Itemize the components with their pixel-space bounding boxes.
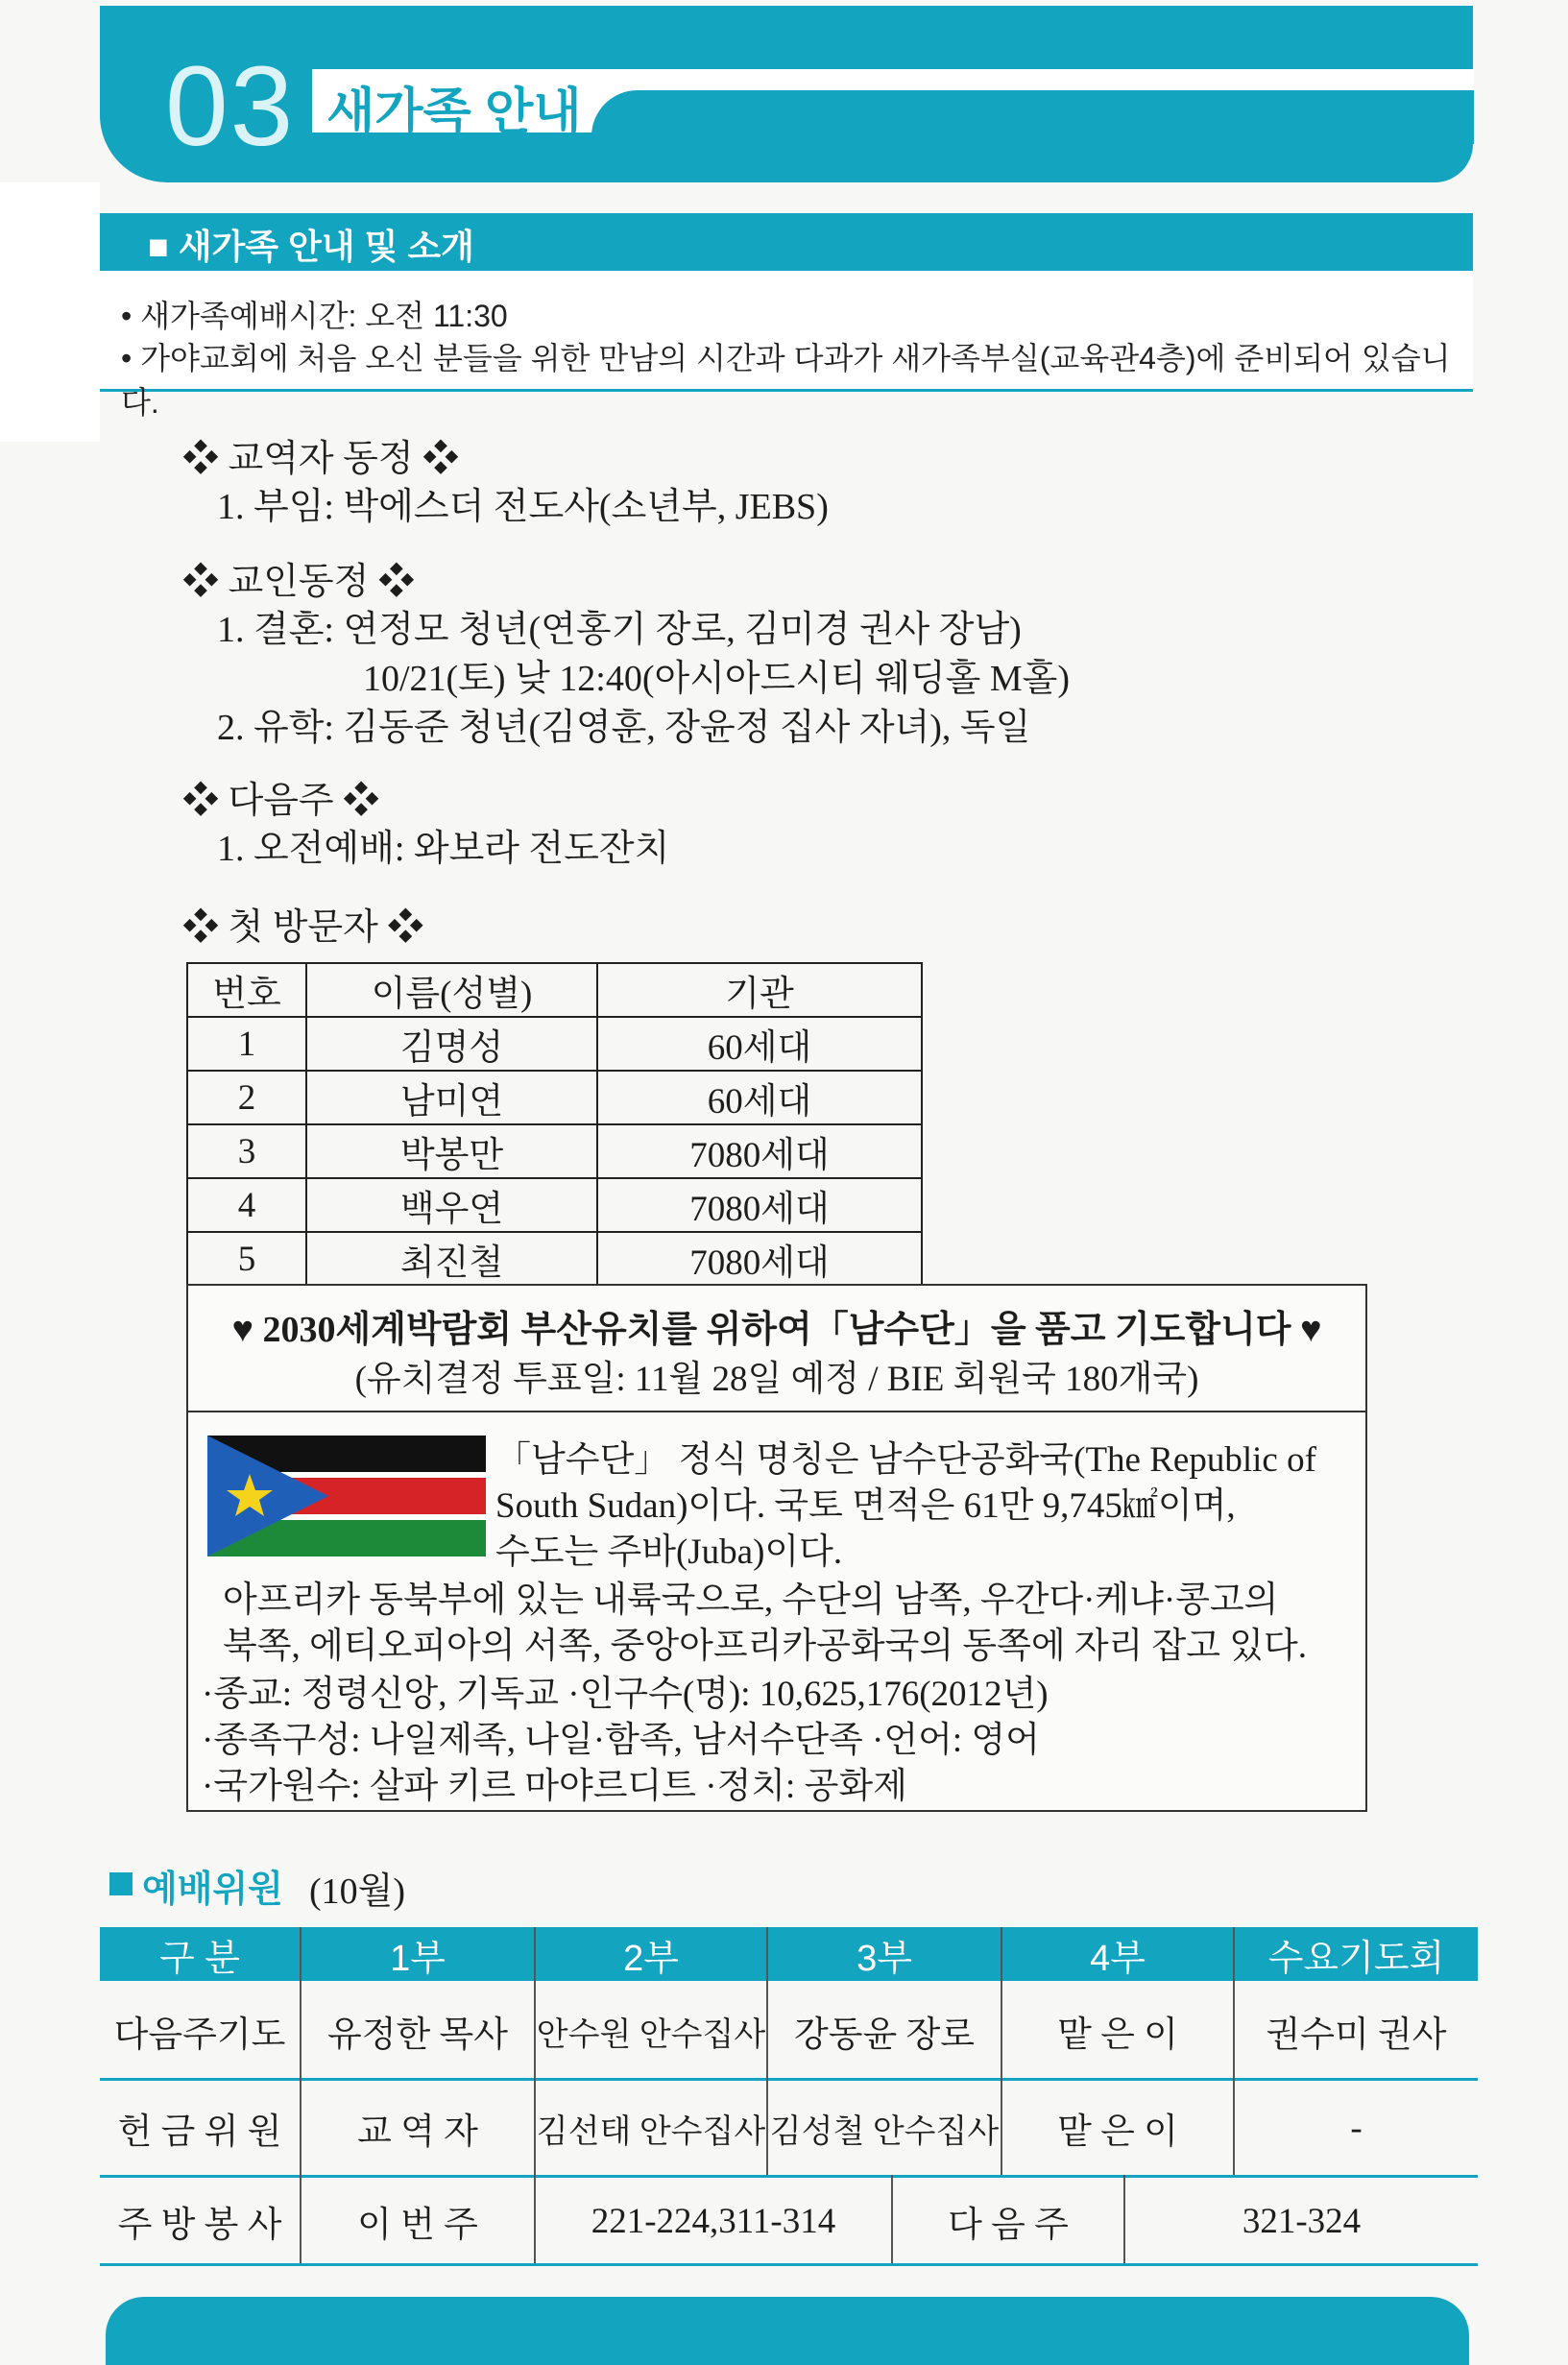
worship-row-label-kitchen: 주 방 봉 사 [117, 2206, 282, 2245]
square-bullet-icon [109, 1872, 133, 1895]
visitor-table-header [187, 963, 922, 1017]
worship-cell: 맡 은 이 [1057, 2112, 1178, 2152]
worship-table-bottom [100, 2263, 1478, 2266]
worship-col-divider [300, 1927, 302, 2263]
worship-cell: 김선태 안수집사 [536, 2113, 766, 2150]
intro-box [100, 213, 1473, 420]
staff-news-heading: ❖ 교역자 동정 ❖ [182, 439, 460, 479]
worship-col-header-1st: 1부 [302, 1927, 534, 1981]
worship-cell-this-week-label: 이 번 주 [357, 2206, 478, 2245]
worship-col-header-category: 구 분 [100, 1927, 300, 1981]
prayer-line-2: South Sudan)이다. 국토 면적은 61만 9,745㎢이며, [495, 1486, 1236, 1526]
table-row [187, 1178, 922, 1232]
worship-committee-month: (10월) [309, 1871, 406, 1912]
cell-number: 2 [187, 1071, 306, 1124]
prayer-line-religion: ·종교: 정령신앙, 기독교 ·인구수(명): 10,625,176(2012년) [202, 1675, 1049, 1714]
col-header-group: 기관 [597, 963, 922, 1017]
member-news-wedding-detail: 10/21(토) 낮 12:40(아시아드시티 웨딩홀 M홀) [363, 659, 1071, 699]
cell-name: 최진철 [306, 1232, 597, 1286]
prayer-title: ♥ 2030세계박람회 부산유치를 위하여「남수단」을 품고 기도합니다 ♥ [231, 1310, 1322, 1350]
left-margin-panel [0, 182, 100, 442]
intro-line-worship-time: • 새가족예배시간: 오전 11:30 [121, 299, 508, 333]
prayer-line-4: 아프리카 동북부에 있는 내륙국으로, 수단의 남쪽, 우간다·케냐·콩고의 [223, 1581, 1279, 1620]
worship-cell-this-week-value: 221-224,311-314 [591, 2201, 836, 2241]
visitors-heading: ❖ 첫 방문자 ❖ [182, 907, 424, 948]
worship-cell: 김성철 안수집사 [769, 2113, 1000, 2150]
worship-row-label-prayer: 다음주기도 [113, 2015, 286, 2055]
col-header-name: 이름(성별) [306, 963, 597, 1017]
worship-cell: 권수미 권사 [1266, 2015, 1447, 2055]
cell-group: 60세대 [597, 1017, 922, 1071]
cell-group: 60세대 [597, 1071, 922, 1124]
worship-cell: - [1350, 2108, 1363, 2148]
table-row [187, 1017, 922, 1071]
cell-name: 백우연 [306, 1178, 597, 1232]
worship-col-header-2nd: 2부 [536, 1927, 766, 1981]
worship-cell: 강동윤 장로 [794, 2015, 975, 2055]
prayer-line-head-of-state: ·국가원수: 살파 키르 마야르디트 ·정치: 공화제 [202, 1767, 907, 1806]
member-news-wedding: 1. 결혼: 연정모 청년(연홍기 장로, 김미경 권사 장남) [217, 610, 1022, 650]
footer-band [106, 2297, 1469, 2365]
prayer-subtitle: (유치결정 투표일: 11월 28일 예정 / BIE 회원국 180개국) [354, 1360, 1199, 1399]
worship-col-divider [1123, 2175, 1125, 2263]
worship-col-divider [1233, 1927, 1235, 2175]
cell-number: 5 [187, 1232, 306, 1286]
worship-committee-title: 예배위원 [142, 1870, 283, 1910]
worship-col-divider [534, 1927, 536, 2263]
worship-col-divider [891, 2175, 893, 2263]
staff-news-line: 1. 부임: 박에스더 전도사(소년부, JEBS) [217, 487, 829, 527]
south-sudan-flag-icon [207, 1436, 486, 1557]
cell-name: 박봉만 [306, 1124, 597, 1178]
worship-col-divider [766, 1927, 768, 2175]
member-news-study-abroad: 2. 유학: 김동준 청년(김영훈, 장윤정 집사 자녀), 독일 [217, 708, 1031, 748]
prayer-box [186, 1284, 1367, 1812]
next-week-heading: ❖ 다음주 ❖ [182, 781, 380, 821]
prayer-divider [188, 1411, 1365, 1412]
worship-cell: 교 역 자 [357, 2112, 478, 2152]
cell-group: 7080세대 [597, 1232, 922, 1286]
header-band-curve [591, 90, 1474, 144]
cell-number: 3 [187, 1124, 306, 1178]
prayer-line-1: 「남수단」 정식 명칭은 남수단공화국(The Republic of [495, 1440, 1316, 1480]
worship-cell-next-week-value: 321-324 [1242, 2201, 1362, 2241]
worship-col-header-4th: 4부 [1002, 1927, 1233, 1981]
intro-title-bar [100, 213, 1473, 271]
table-row [187, 1071, 922, 1124]
prayer-line-5: 북쪽, 에티오피아의 서쪽, 중앙아프리카공화국의 동쪽에 자리 잡고 있다. [223, 1627, 1308, 1666]
cell-number: 4 [187, 1178, 306, 1232]
worship-cell: 유정한 목사 [327, 2015, 508, 2055]
cell-group: 7080세대 [597, 1124, 922, 1178]
worship-cell: 맡 은 이 [1057, 2015, 1178, 2055]
next-week-line: 1. 오전예배: 와보라 전도잔치 [217, 829, 670, 869]
cell-name: 김명성 [306, 1017, 597, 1071]
worship-col-divider [1001, 1927, 1002, 2175]
worship-row-label-offering: 헌 금 위 원 [117, 2112, 282, 2152]
section-number: 03 [165, 43, 296, 170]
cell-name: 남미연 [306, 1071, 597, 1124]
intro-title: ■ 새가족 안내 및 소개 [148, 227, 474, 266]
prayer-line-3: 수도는 주바(Juba)이다. [495, 1532, 843, 1572]
page-title: 새가족 안내 [326, 84, 582, 140]
cell-group: 7080세대 [597, 1178, 922, 1232]
col-header-number: 번호 [187, 963, 306, 1017]
visitor-table [186, 962, 923, 1287]
worship-col-header-wednesday: 수요기도회 [1235, 1927, 1478, 1981]
worship-cell: 안수원 안수집사 [536, 2016, 766, 2053]
table-row [187, 1232, 922, 1286]
cell-number: 1 [187, 1017, 306, 1071]
member-news-heading: ❖ 교인동정 ❖ [182, 562, 415, 602]
intro-line-welcome: • 가야교회에 처음 오신 분들을 위한 만남의 시간과 다과가 새가족부실(교육관4층)에 준비되어 있습니다. [121, 341, 1451, 420]
worship-cell-next-week-label: 다 음 주 [948, 2206, 1069, 2245]
prayer-line-ethnic: ·종족구성: 나일제족, 나일·함족, 남서수단족 ·언어: 영어 [202, 1721, 1040, 1760]
worship-col-header-3rd: 3부 [768, 1927, 1001, 1981]
table-row [187, 1124, 922, 1178]
